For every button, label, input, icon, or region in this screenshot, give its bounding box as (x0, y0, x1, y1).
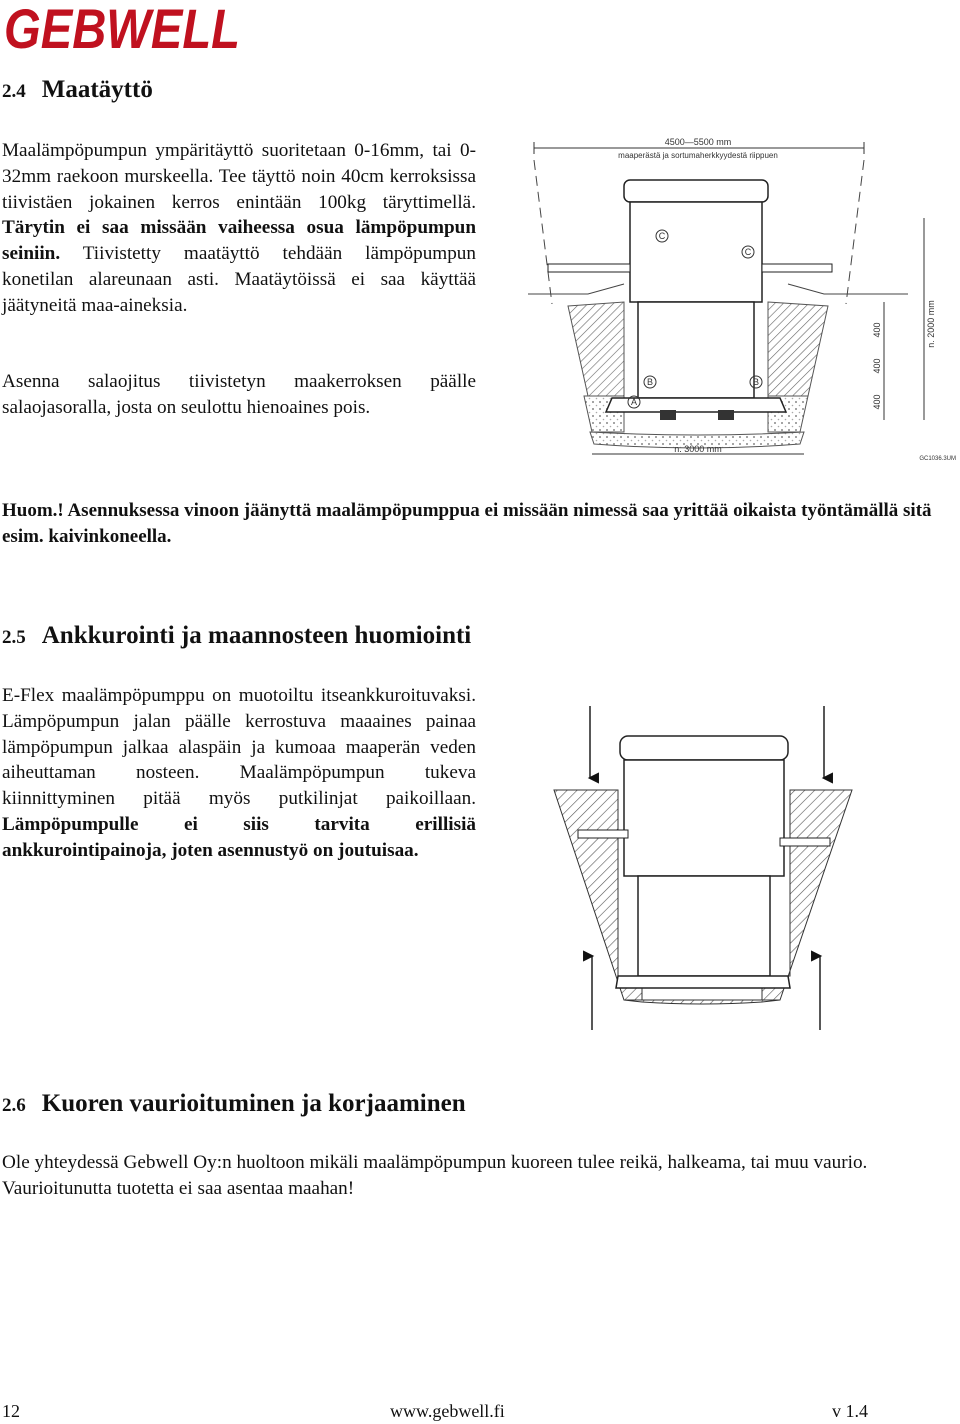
section-title: Kuoren vaurioituminen ja korjaaminen (41, 1090, 466, 1117)
bold-text: Lämpöpumpulle ei siis tarvita erillisiä ankkurointipainoja, joten asennustyö on joutuisaa. (2, 813, 476, 861)
drawing-code: GC1036.3UM (919, 456, 956, 462)
section-title: Maatäyttö (41, 76, 153, 103)
label-c-left: C (658, 231, 666, 241)
text: Tiivistetty maatäyttö tehdään lämpöpumpun konetilan alareunaan asti. Maatäytöissä ei saa käyttää jäätyneitä maa-aineksia. (2, 243, 476, 316)
label-b-right: B (752, 377, 760, 387)
paragraph-backfill (2, 138, 476, 319)
paragraph-drainage: Asenna salaojitus tiivistetyn maakerroksen päälle salaojasoralla, josta on seulottu hienoaines pois. (2, 371, 476, 418)
top-dimension-label: 4500—5500 mm (664, 137, 732, 147)
footer-page-number: 12 (2, 1401, 20, 1421)
text: Maalämpöpumpun ympäritäyttö suoritetaan 0-16mm, tai 0-32mm raekoon murskeella. Tee täyttö noin 40cm kerroksissa tiivistäen jokainen kerros enintään 100kg täryttimellä. (2, 140, 476, 213)
bold-text: Tärytin ei saa missään vaiheessa osua lämpöpumpun seiniin. (2, 217, 476, 265)
section-heading-2-6 (2, 1090, 466, 1118)
footer-version: v 1.4 (832, 1401, 868, 1421)
section-title: Ankkurointi ja maannosteen huomiointi (41, 622, 472, 649)
label-a: A (630, 397, 638, 407)
warning-note: Huom.! Asennuksessa vinoon jäänyttä maalämpöpumppua ei missään nimessä saa yrittää oikaista työntämällä sitä esim. kaivinkoneella. (2, 500, 932, 547)
section-number: 2.6 (2, 1095, 26, 1116)
logo-text: GEBWELL (4, 0, 240, 60)
anchoring-cross-section-figure (552, 706, 856, 1032)
label-c-right: C (744, 247, 752, 257)
text: E-Flex maalämpöpumppu on muotoiltu itseankkuroituvaksi. Lämpöpumpun jalan päälle kerrostuva maaaines painaa lämpöpumpun jalkaa alaspäin ja kumoaa maaperän veden aiheuttaman nosteen. Maalämpöpumpun tukeva kiinnittyminen pitää myös putkilinjat paikoillaan. (2, 685, 476, 810)
section-heading-2-4 (2, 76, 153, 104)
section-number: 2.5 (2, 627, 26, 648)
top-dimension-sublabel: maaperästä ja sortumaherkkyydestä riippuen (618, 151, 778, 160)
installation-cross-section-figure (528, 134, 958, 462)
bottom-dimension-label: n. 3000 mm (674, 444, 722, 454)
paragraph-anchoring (2, 683, 476, 864)
section-number: 2.4 (2, 81, 26, 102)
paragraph-damage: Ole yhteydessä Gebwell Oy:n huoltoon mikäli maalämpöpumpun kuoreen tulee reikä, halkeama, tai muu vaurio. Vaurioitunutta tuotetta ei saa asentaa maahan! (2, 1152, 868, 1199)
gebwell-logo (4, 0, 244, 60)
layer-dim-1: 400 (872, 322, 882, 338)
height-dimension-label: n. 2000 mm (926, 300, 936, 348)
section-heading-2-5 (2, 622, 471, 650)
footer-website[interactable]: www.gebwell.fi (390, 1401, 505, 1421)
layer-dim-3: 400 (872, 394, 882, 410)
label-b-left: B (646, 377, 654, 387)
layer-dim-2: 400 (872, 358, 882, 374)
